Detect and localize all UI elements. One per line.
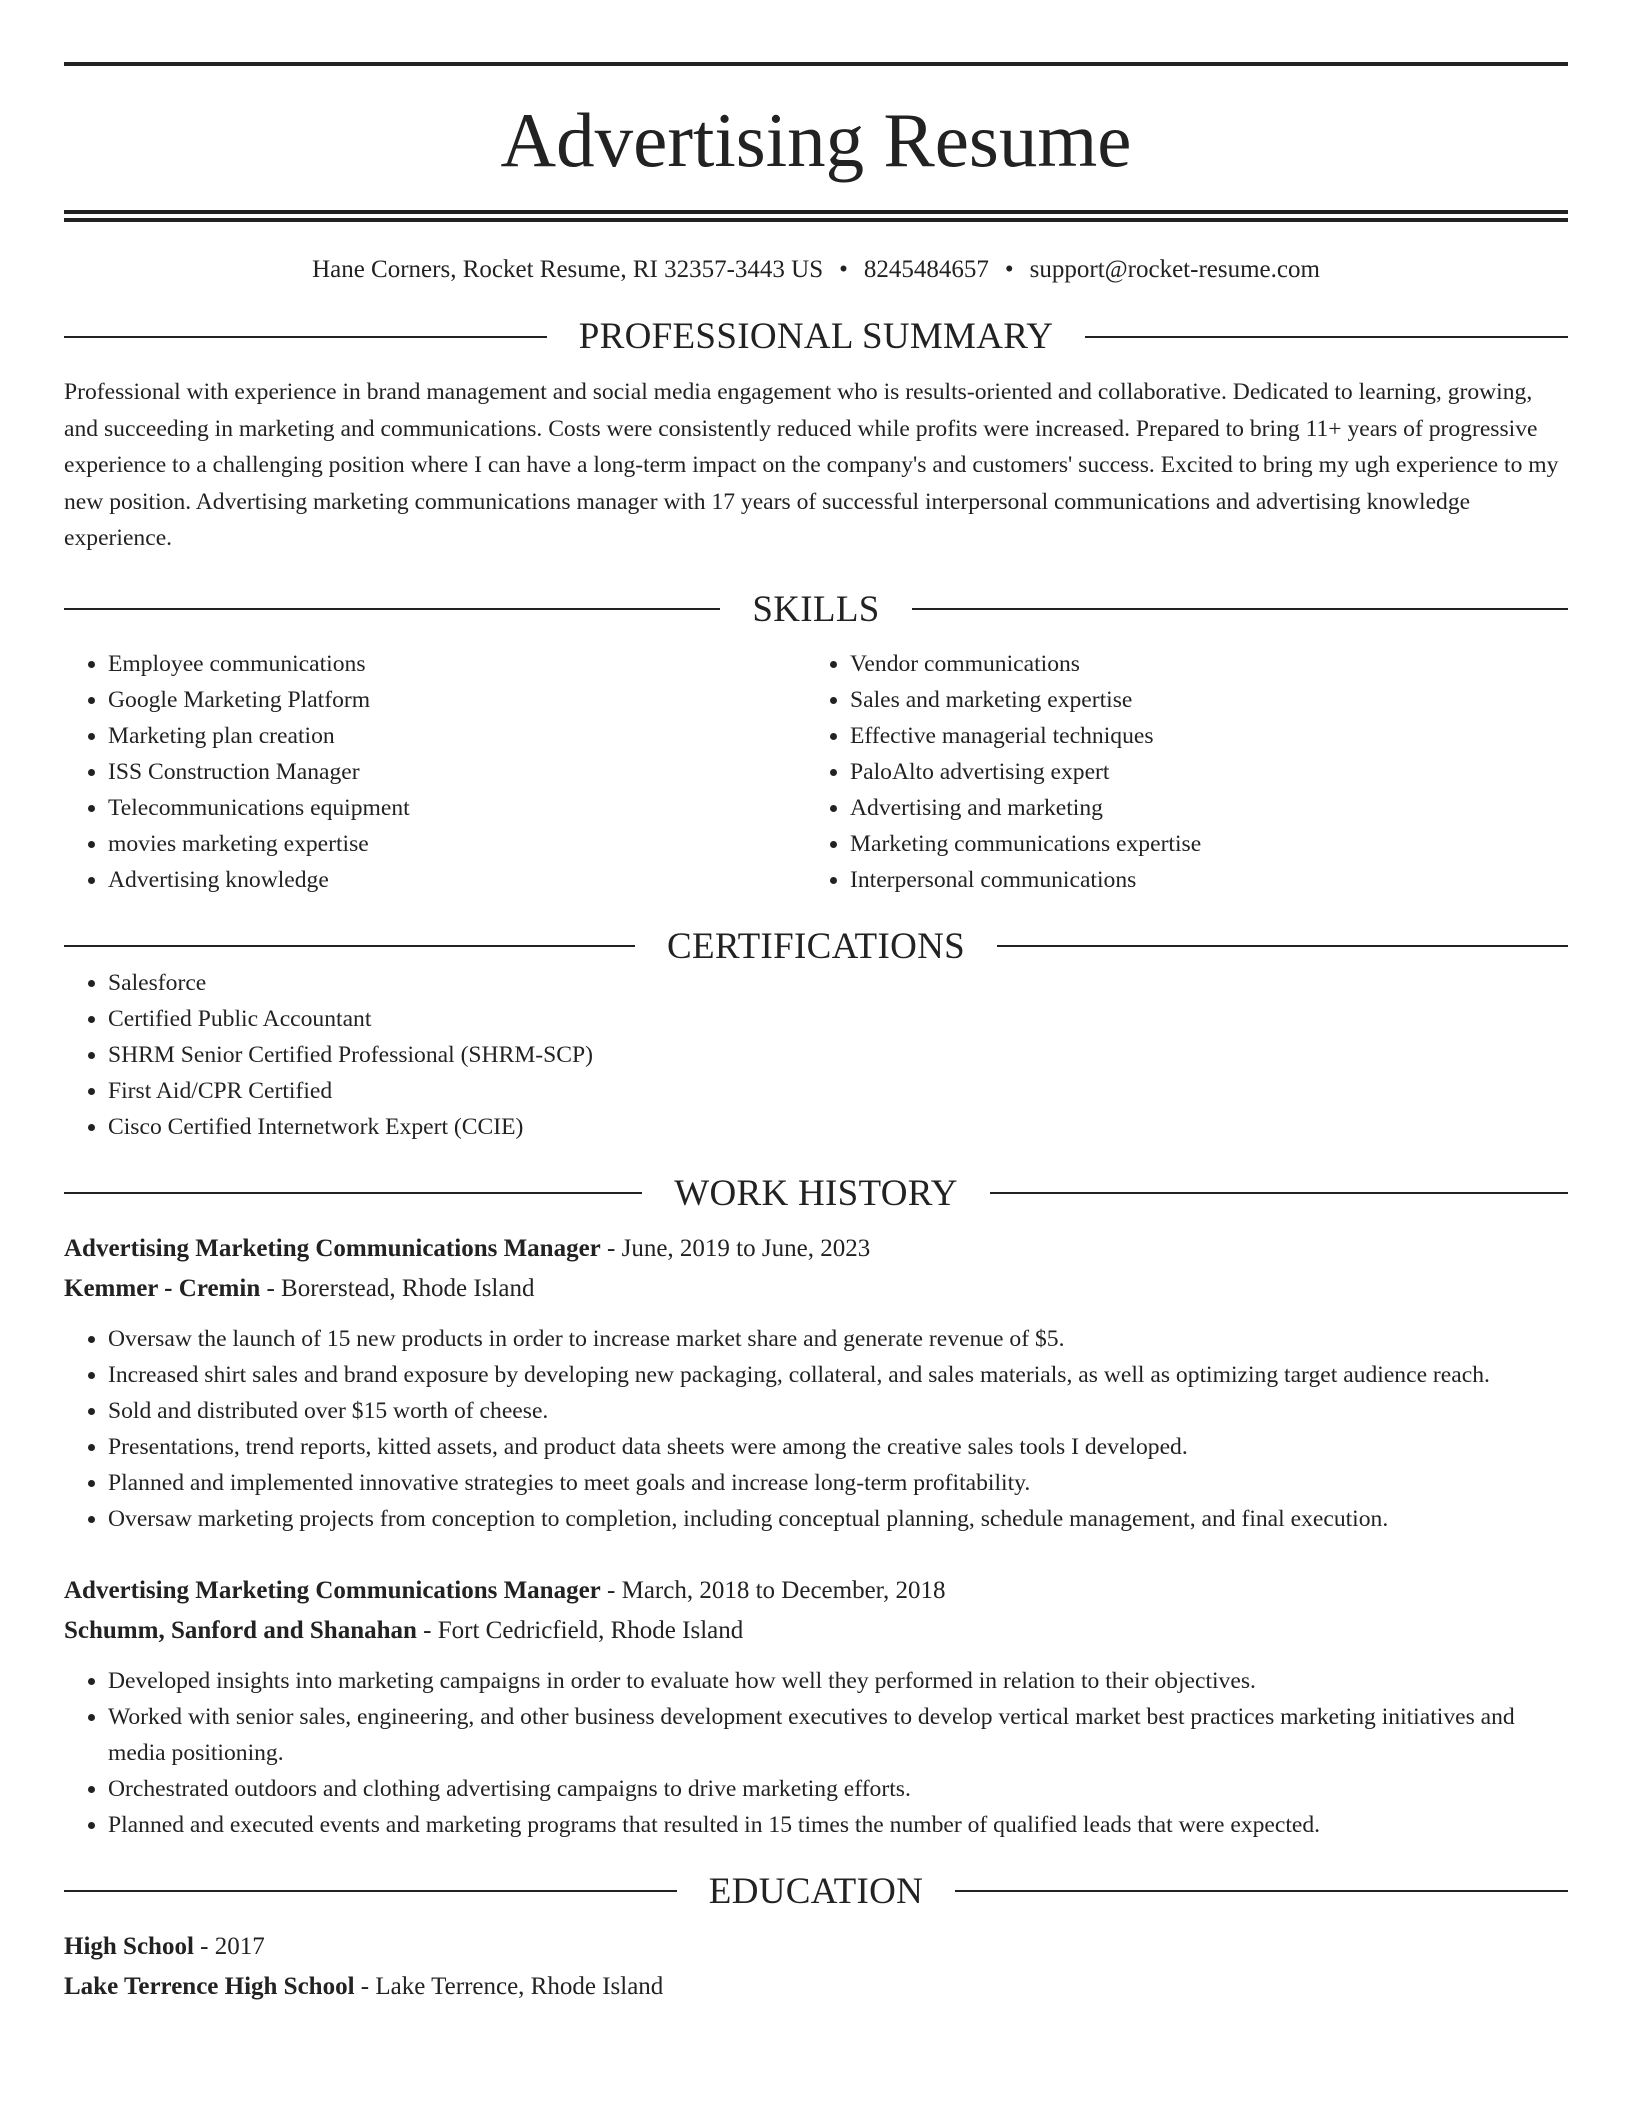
resume-title: Advertising Resume <box>500 97 1132 183</box>
job-bullet: • Presentations, trend reports, kitted assets, and product data sheets were among the creative sales tools I developed. <box>108 1429 1568 1465</box>
contact-separator: • <box>1004 256 1014 283</box>
job-company-line <box>64 1269 1568 1309</box>
contact-phone: 8245484657 <box>863 256 989 283</box>
job-bullet: • Planned and implemented innovative strategies to meet goals and increase long-term profitability. <box>108 1465 1568 1501</box>
certification-item: • SHRM Senior Certified Professional (SHRM-SCP) <box>108 1037 1568 1073</box>
summary-text: Professional with experience in brand management and social media engagement who is results-oriented and collaborative. Dedicated to learning, growing, and succeeding in marketing and communications. Costs were consistently reduced while profits were increased. Prepared to bring 11+ years of progressive experience to a challenging position where I can have a long-term impact on the company's and customers' success. Excited to bring my ugh experience to my new position. Advertising marketing communications manager with 17 years of successful interpersonal communications and advertising knowledge experience. <box>64 379 1559 551</box>
section-title: WORK HISTORY <box>674 1172 958 1214</box>
job-dates: - June, 2019 to June, 2023 <box>600 1234 871 1262</box>
skill-item: • Telecommunications equipment <box>108 790 806 826</box>
certification-item: • Cisco Certified Internetwork Expert (CCIE) <box>108 1109 1568 1145</box>
heading-rule <box>64 1890 677 1892</box>
skills-heading <box>64 588 1568 630</box>
education-entry <box>64 1927 1568 2007</box>
heading-rule <box>997 945 1568 947</box>
contact-address: Hane Corners, Rocket Resume, RI 32357-3443 US <box>312 256 824 283</box>
job-bullets <box>64 1321 1568 1537</box>
skill-item: • Marketing plan creation <box>108 718 806 754</box>
skills-column-left <box>64 646 806 898</box>
education-heading <box>64 1870 1568 1912</box>
certifications-list <box>64 965 1568 1145</box>
job-dates: - March, 2018 to December, 2018 <box>600 1576 946 1604</box>
section-title: EDUCATION <box>708 1870 924 1912</box>
summary-heading <box>64 318 1568 355</box>
skill-item: • Interpersonal communications <box>850 862 1548 898</box>
job-bullet: • Planned and executed events and marketing programs that resulted in 15 times the number of qualified leads that were expected. <box>108 1807 1568 1843</box>
skill-item: • movies marketing expertise <box>108 826 806 862</box>
heading-rule <box>64 336 547 338</box>
job-bullet: • Sold and distributed over $15 worth of cheese. <box>108 1393 1568 1429</box>
contact-line <box>64 257 1568 282</box>
heading-rule <box>990 1192 1568 1194</box>
skills-column-right <box>806 646 1548 898</box>
skill-item: • Advertising knowledge <box>108 862 806 898</box>
skill-item: • ISS Construction Manager <box>108 754 806 790</box>
education-year: - 2017 <box>193 1932 265 1960</box>
skills-list-left <box>64 646 806 898</box>
job-location: - Fort Cedricfield, Rhode Island <box>416 1616 744 1644</box>
heading-rule <box>1085 336 1568 338</box>
education-degree: High School <box>64 1932 194 1960</box>
heading-rule <box>64 945 635 947</box>
skill-item: • PaloAlto advertising expert <box>850 754 1548 790</box>
skill-item: • Vendor communications <box>850 646 1548 682</box>
education-school-line <box>64 1967 1568 2007</box>
education-degree-line <box>64 1927 1568 1967</box>
skill-item: • Marketing communications expertise <box>850 826 1548 862</box>
job-bullet: • Increased shirt sales and brand exposure by developing new packaging, collateral, and sales materials, as well as optimizing target audience reach. <box>108 1357 1568 1393</box>
section-title: PROFESSIONAL SUMMARY <box>578 316 1054 357</box>
education-school: Lake Terrence High School <box>64 1972 355 2000</box>
job-company-line <box>64 1611 1568 1651</box>
skill-item: • Effective managerial techniques <box>850 718 1548 754</box>
skill-item: • Sales and marketing expertise <box>850 682 1548 718</box>
job-bullets <box>64 1663 1568 1843</box>
job-company: Kemmer - Cremin <box>64 1274 261 1302</box>
job-title-line <box>64 1229 1568 1269</box>
skill-item: • Employee communications <box>108 646 806 682</box>
skill-item: • Google Marketing Platform <box>108 682 806 718</box>
contact-separator: • <box>839 256 848 283</box>
contact-email: support@rocket-resume.com <box>1029 256 1320 283</box>
job-title: Advertising Marketing Communications Manager <box>64 1234 601 1262</box>
heading-rule <box>64 1192 642 1194</box>
skill-item: • Advertising and marketing <box>850 790 1548 826</box>
job-bullet: • Developed insights into marketing campaigns in order to evaluate how well they performed in relation to their objectives. <box>108 1663 1568 1699</box>
job-bullet: • Oversaw the launch of 15 new products in order to increase market share and generate revenue of $5. <box>108 1321 1568 1357</box>
certifications-heading <box>64 925 1568 967</box>
job-location: - Borerstead, Rhode Island <box>260 1274 535 1302</box>
job-entry <box>64 1571 1568 1843</box>
skills-list-right <box>806 646 1548 898</box>
job-bullet: • Worked with senior sales, engineering, and other business development executives to develop vertical market best practices marketing initiatives and media positioning. <box>108 1699 1568 1771</box>
job-bullet: • Oversaw marketing projects from conception to completion, including conceptual planning, schedule management, and final execution. <box>108 1501 1568 1537</box>
heading-rule <box>64 608 720 610</box>
section-title: CERTIFICATIONS <box>667 925 965 967</box>
certification-item: • Salesforce <box>108 965 1568 1001</box>
job-entry <box>64 1229 1568 1537</box>
heading-rule <box>912 608 1568 610</box>
job-title-line <box>64 1571 1568 1611</box>
certification-item: • First Aid/CPR Certified <box>108 1073 1568 1109</box>
job-title: Advertising Marketing Communications Manager <box>64 1576 601 1604</box>
education-location: - Lake Terrence, Rhode Island <box>354 1972 664 2000</box>
work-history-heading <box>64 1172 1568 1214</box>
skills-grid <box>64 646 1568 898</box>
certification-item: • Certified Public Accountant <box>108 1001 1568 1037</box>
job-company: Schumm, Sanford and Shanahan <box>64 1616 417 1644</box>
job-bullet: • Orchestrated outdoors and clothing advertising campaigns to drive marketing efforts. <box>108 1771 1568 1807</box>
double-rule <box>64 210 1568 222</box>
heading-rule <box>955 1890 1568 1892</box>
section-title: SKILLS <box>752 588 880 630</box>
